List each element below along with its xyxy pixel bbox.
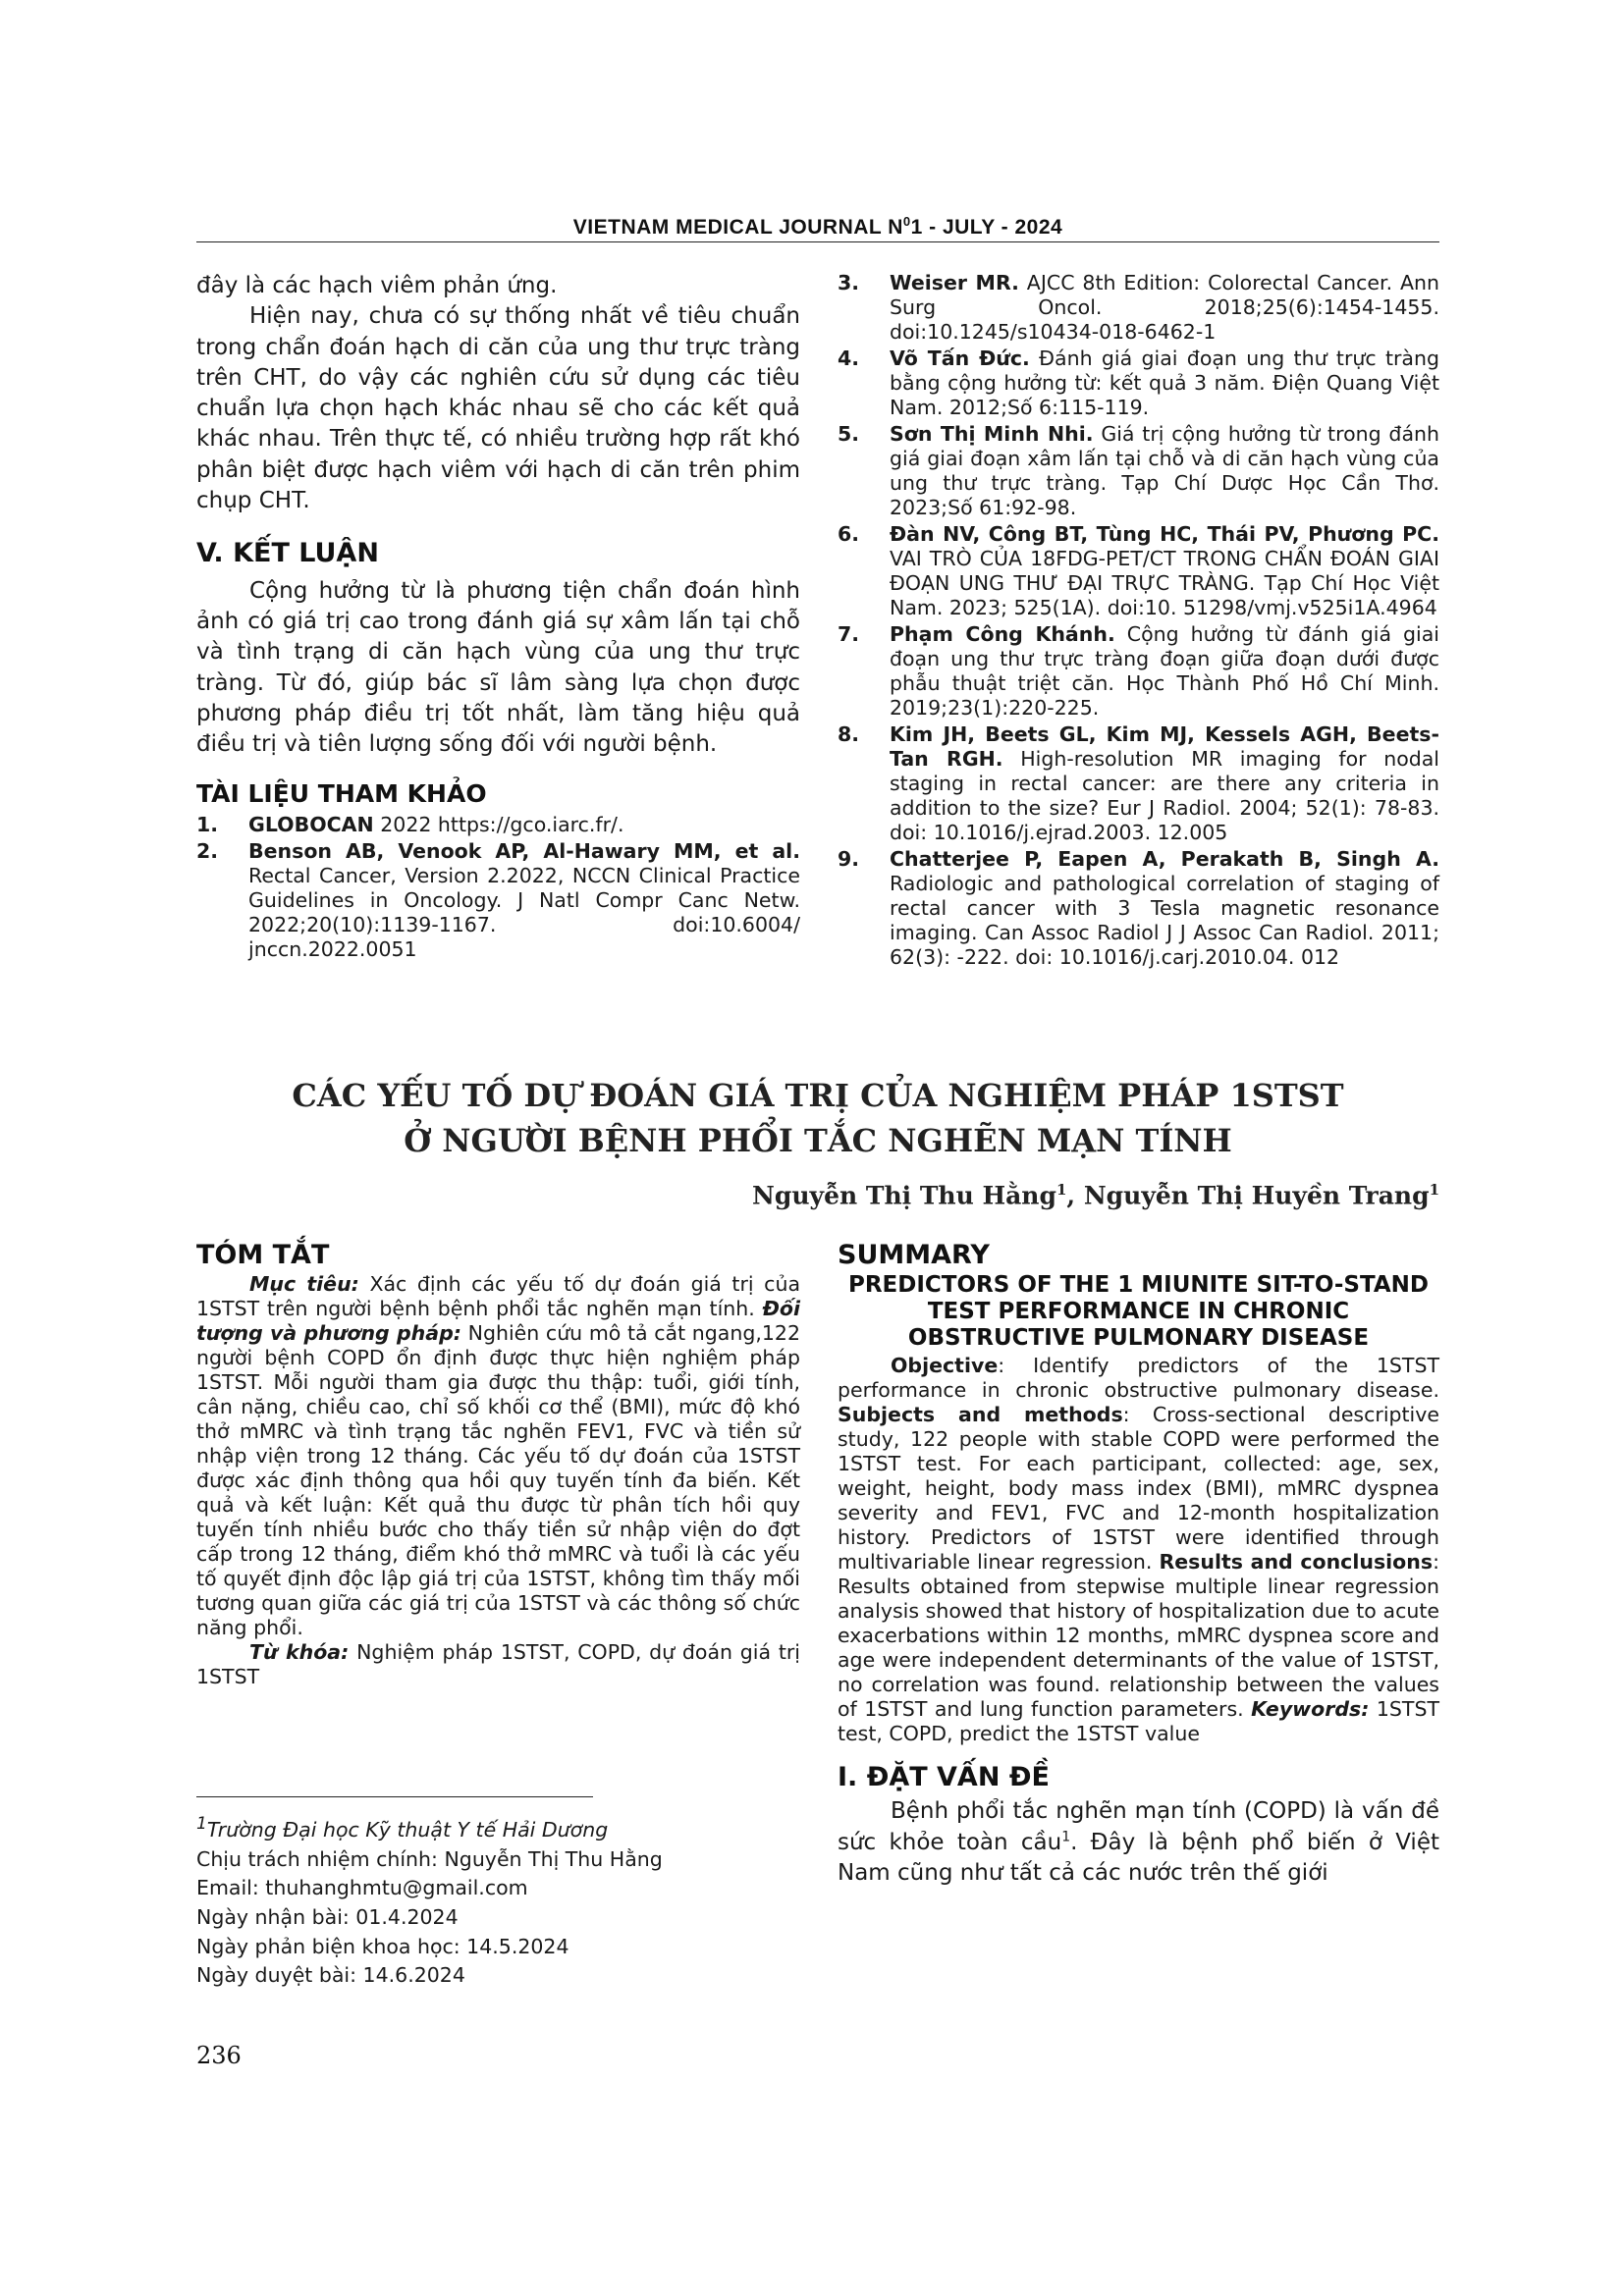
footnote-accepted: Ngày duyệt bài: 14.6.2024 [196, 1963, 465, 1988]
reference-item: 3. Weiser MR. AJCC 8th Edition: Colorectal Cancer. Ann Surg Oncol. 2018;25(6):1454-1455. doi:10.1245/s10434-018-6462-1 [838, 271, 1439, 344]
header-rule [196, 241, 1439, 242]
vn-abstract [196, 1240, 800, 1689]
reference-item: 8. Kim JH, Beets GL, Kim MJ, Kessels AGH, Beets-Tan RGH. High-resolution MR imaging for nodal staging in rectal cancer: are there any criteria in addition to the size? Eur J Radiol. 2004; 52(1): 78-83. doi: 10.1016/j.ejrad.2003. 12.005 [838, 722, 1440, 844]
vn-abstract-heading: TÓM TẮT [196, 1240, 330, 1270]
article-authors: Nguyễn Thị Thu Hằng$^1$, Nguyễn Thị Huyền Trang$^1$ [752, 1181, 1439, 1210]
reference-item: 6. Đàn NV, Công BT, Tùng HC, Thái PV, Phương PC. VAI TRÒ CỦA 18FDG-PET/CT TRONG CHẨN ĐOÁN GIAI ĐOẠN UNG THƯ ĐẠI TRỰC TRÀNG. Tạp Chí Học Việt Nam. 2023; 525(1A). doi:10. 51298/vmj.v525i1A.4964 [838, 522, 1439, 619]
article-title [196, 1073, 1439, 1164]
prev-paragraph: đây là các hạch viêm phản ứng. [196, 273, 558, 298]
reference-list-right [838, 271, 1439, 972]
prev-article-left-column [196, 271, 800, 964]
footnote-email: Email: thuhanghmtu@gmail.com [196, 1876, 528, 1900]
reference-item: 1. GLOBOCAN 2022 https://gco.iarc.fr/. [196, 813, 624, 837]
reference-item: 9. Chatterjee P, Eapen A, Perakath B, Singh A. Radiologic and pathological correlation of staging of rectal cancer with 3 Tesla magnetic resonance imaging. Can Assoc Radiol J J Assoc Can Radiol. 2011; 62(3): -222. doi: 10.1016/j.carj.2010.04. 012 [838, 847, 1439, 969]
en-abstract-body: Objective: Identify predictors of the 1STST performance in chronic obstructive pulmonary disease. Subjects and methods: Cross-sectional descriptive study, 122 people with stable COPD were performed the 1STST test. For each participant, collected: age, sex, weight, height, body mass index (BMI), mMRC dyspnea severity and FEV1, FVC and 12-month hospitalization history. Predictors of 1STST were identified through multivariable linear regression. Results and conclusions: Results obtained from stepwise multiple linear regression analysis showed that history of hospitalization due to acute exacerbations within 12 months, mMRC dyspnea score and age were independent determinants of the value of 1STST, no correlation was found. relationship between the values of 1STST and lung function parameters. Keywords: 1STST test, COPD, predict the 1STST value [838, 1354, 1439, 1746]
footnote-corresponding: Chịu trách nhiệm chính: Nguyễn Thị Thu Hằng [196, 1846, 663, 1871]
en-abstract-title: PREDICTORS OF THE 1 MIUNITE SIT-TO-STAND TEST PERFORMANCE IN CHRONIC OBSTRUCTIVE PULMONARY DISEASE [847, 1272, 1430, 1352]
intro-text: Bệnh phổi tắc nghẽn mạn tính (COPD) là vấn đề sức khỏe toàn cầu$^1$. Đây là bệnh phổ biến ở Việt Nam cũng như tất cả các nước trên thế giới [838, 1798, 1439, 1886]
references-heading: TÀI LIỆU THAM KHẢO [196, 779, 487, 809]
article-title-line: Ở NGƯỜI BỆNH PHỔI TẮC NGHẼN MẠN TÍNH [404, 1122, 1232, 1160]
prev-paragraph: Hiện nay, chưa có sự thống nhất về tiêu chuẩn trong chẩn đoán hạch di căn của ung thư trực tràng trên CHT, do vậy các nghiên cứu sử dụng các tiêu chuẩn lựa chọn hạch khác nhau sẽ cho các kết quả khác nhau. Trên thực tế, có nhiều trường hợp rất khó phân biệt được hạch viêm với hạch di căn trên phim chụp CHT. [196, 303, 800, 513]
footnote-reviewed: Ngày phản biện khoa học: 14.5.2024 [196, 1934, 569, 1958]
en-abstract-heading: SUMMARY [838, 1240, 990, 1270]
footnote-received: Ngày nhận bài: 01.4.2024 [196, 1904, 459, 1929]
reference-item: 4. Võ Tấn Đức. Đánh giá giai đoạn ung thư trực tràng bằng cộng hưởng từ: kết quả 3 năm. Điện Quang Việt Nam. 2012;Số 6:115-119. [838, 347, 1439, 419]
en-abstract [838, 1240, 1439, 1889]
vn-abstract-body: Mục tiêu: Xác định các yếu tố dự đoán giá trị của 1STST trên người bệnh bệnh phổi tắc nghẽn mạn tính. Đối tượng và phương pháp: Nghiên cứu mô tả cắt ngang,122 người bệnh COPD ổn định được thực hiện nghiệm pháp 1STST. Mỗi người tham gia được thu thập: tuổi, giới tính, cân nặng, chiều cao, chỉ số khối cơ thể (BMI), mức độ khó thở mMRC và tình trạng tắc nghẽn FEV1, FVC và tiền sử nhập viện trong 12 tháng. Các yếu tố dự đoán của 1STST được xác định thông qua hồi quy tuyến tính đa biến. Kết quả và kết luận: Kết quả thu được từ phân tích hồi quy tuyến tính nhiều bước cho thấy tiền sử nhập viện do đợt cấp trong 12 tháng, điểm khó thở mMRC và tuổi là các yếu tố quyết định độc lập giá trị của 1STST, không tìm thấy mối tương quan giữa các giá trị của 1STST và các thông số chức năng phổi. Từ khóa: Nghiệm pháp 1STST, COPD, dự đoán giá trị 1STST [196, 1272, 801, 1688]
reference-item: 5. Sơn Thị Minh Nhi. Giá trị cộng hưởng từ trong đánh giá giai đoạn xâm lấn tại chỗ và di căn hạch vùng của ung thư trực tràng. Tạp Chí Dược Học Cần Thơ. 2023;Số 61:92-98. [838, 422, 1439, 519]
footnote-affiliation: $^1$Trường Đại học Kỹ thuật Y tế Hải Dương [196, 1814, 609, 1842]
article-title-line: CÁC YẾU TỐ DỰ ĐOÁN GIÁ TRỊ CỦA NGHIỆM PHÁP 1STST [292, 1077, 1344, 1114]
reference-item: 2. Benson AB, Venook AP, Al-Hawary MM, et al. Rectal Cancer, Version 2.2022, NCCN Clinical Practice Guidelines in Oncology. J Natl Compr Canc Netw. 2022;20(10):1139-1167. doi:10.6004/ jnccn.2022.0051 [196, 839, 800, 962]
footnote-rule [196, 1796, 593, 1797]
intro-heading: I. ĐẶT VẤN ĐỀ [838, 1762, 1050, 1793]
reference-list-left [196, 813, 800, 962]
page-number: 236 [196, 2042, 242, 2069]
running-header: VIETNAM MEDICAL JOURNAL $N^01$ - JULY - 2024 [572, 214, 1063, 239]
conclusion-text: Cộng hưởng từ là phương tiện chẩn đoán hình ảnh có giá trị cao trong đánh giá sự xâm lấn tại chỗ và tình trạng di căn hạch vùng của ung thư trực tràng. Từ đó, giúp bác sĩ lâm sàng lựa chọn được phương pháp điều trị tốt nhất, làm tăng hiệu quả điều trị và tiên lượng sống đối với người bệnh. [196, 577, 800, 758]
footnotes [196, 1812, 800, 1991]
conclusion-heading: V. KẾT LUẬN [196, 538, 379, 569]
reference-item: 7. Phạm Công Khánh. Cộng hưởng từ đánh giá giai đoạn ung thư trực tràng đoạn giữa đoạn dưới được phẫu thuật triệt căn. Học Thành Phố Hồ Chí Minh. 2019;23(1):220-225. [838, 622, 1439, 720]
